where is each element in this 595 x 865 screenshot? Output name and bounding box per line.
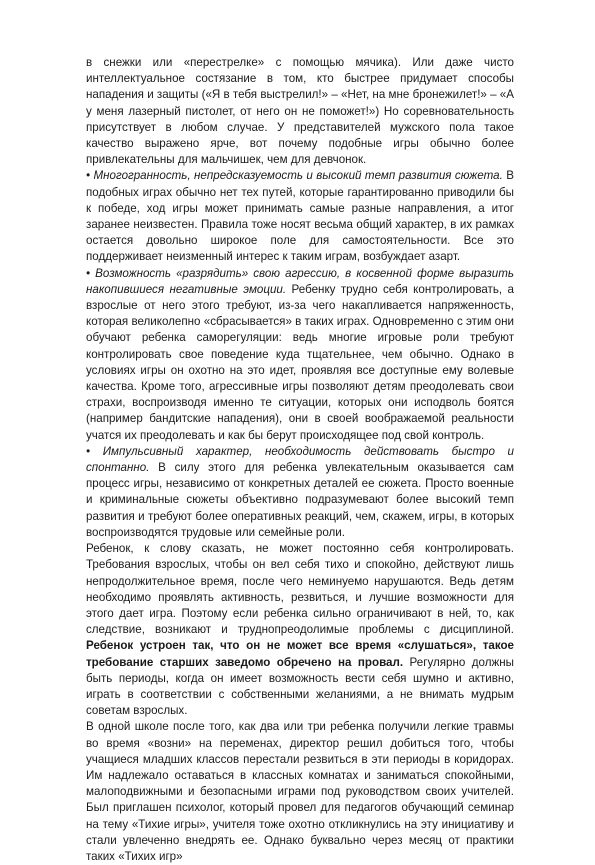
paragraph-4-text: В силу этого для ребенка увлекательным оказывается сам процесс игры, независимо от конкретных деталей ее сюжета. Просто военные и криминальные сюжеты объективно подразумевают более высокий темп развития и требуют более оперативных реакций, чем, скажем, игры, в которых воспроизводятся трудовые или семейные роли. <box>86 461 514 539</box>
paragraph-1-text: в снежки или «перестрелке» с помощью мячика). Или даже чисто интеллектуальное состязание в том, кто быстрее придумает способы нападения и защиты («Я в тебя выстрелил!» – «Нет, на мне бронежилет!» – «А у меня лазерный пистолет, от него он не поможет!») Но соревновательность присутствует в любом случае. У представителей мужского пола такое качество выражено ярче, вот почему подобные игры обычно более привлекательны для мальчишек, чем для девчонок. <box>86 56 514 167</box>
paragraph-3 <box>86 266 514 444</box>
paragraph-2 <box>86 168 514 265</box>
paragraph-5-text-end: Регулярно должны быть периоды, когда он имеет возможность вести себя шумно и активно, играть в соответствии с собственными желаниями, а не внимать мудрым советам взрослых. <box>86 655 514 718</box>
paragraph-1 <box>86 55 514 168</box>
paragraph-5-bold-statement: Ребенок устроен так, что он не может все время «слушаться», такое требование старших заведомо обречено на провал. <box>86 639 514 669</box>
paragraph-4 <box>86 444 514 541</box>
paragraph-6-text: В одной школе после того, как два или три ребенка получили легкие травмы во время «возни» на переменах, директор решил добиться того, чтобы учащиеся младших классов перестали резвиться в эти периоды в коридорах. Им надлежало оставаться в классных комнатах и заниматься спокойными, малоподвижными и безопасными играми под руководством своих учителей. Был приглашен психолог, который провел для педагогов обучающий семинар на тему «Тихие игры», учителя тоже охотно откликнулись на эту инициативу и стали увлеченно внедрять ее. Однако буквально через месяц от практики таких «Тихих игр» <box>86 720 514 863</box>
paragraph-5-text-start: Ребенок, к слову сказать, не может постоянно себя контролировать. Требования взрослых, чтобы он вел себя тихо и спокойно, действуют лишь непродолжительное время, после чего неминуемо нарушаются. Ведь детям необходимо проявлять активность, резвиться, и лучшие возможности для этого дает игра. Поэтому если ребенка сильно ограничивают в ней, то, как следствие, возникают и труднопреодолимые проблемы с дисциплиной. <box>86 542 514 637</box>
paragraph-3-italic-lead: • Возможность «разрядить» свою агрессию, в косвенной форме выразить накопившиеся негативные эмоции. <box>86 266 514 296</box>
paragraph-3-text: Ребенку трудно себя контролировать, а взрослые от него этого требуют, из-за чего накапливается напряженность, которая великолепно «сбрасывается» в таких играх. Одновременно с этим они обучают ребенка саморегуляции: ведь многие игровые роли требуют контролировать свое поведение куда тщательнее, чем обычно. Однако в условиях игры он охотно на это идет, проявляя все доступные ему волевые качества. Кроме того, агрессивные игры позволяют детям преодолевать свои страхи, воспроизводя именно те ситуации, которых они исподволь боятся (например бандитские нападения), они в своей воображаемой реальности учатся их преодолевать и как бы берут происходящее под свой контроль. <box>86 282 514 442</box>
paragraph-4-italic-lead: • Импульсивный характер, необходимость действовать быстро и спонтанно. <box>86 444 514 475</box>
paragraph-5 <box>86 541 514 719</box>
paragraph-2-text: В подобных играх обычно нет тех путей, которые гарантированно приводили бы к победе, ход игры может принимать самые разные направления, а итог заранее неизвестен. Правила тоже носят весьма общий характер, в их рамках остается довольно широкое поле для самостоятельности. Все это поддерживает неизменный интерес к таким играм, возбуждает азарт. <box>86 169 514 264</box>
paragraph-2-italic-lead: • Многогранность, непредсказуемость и высокий темп развития сюжета. <box>86 169 503 183</box>
document-page <box>86 55 514 865</box>
paragraph-6 <box>86 719 514 865</box>
